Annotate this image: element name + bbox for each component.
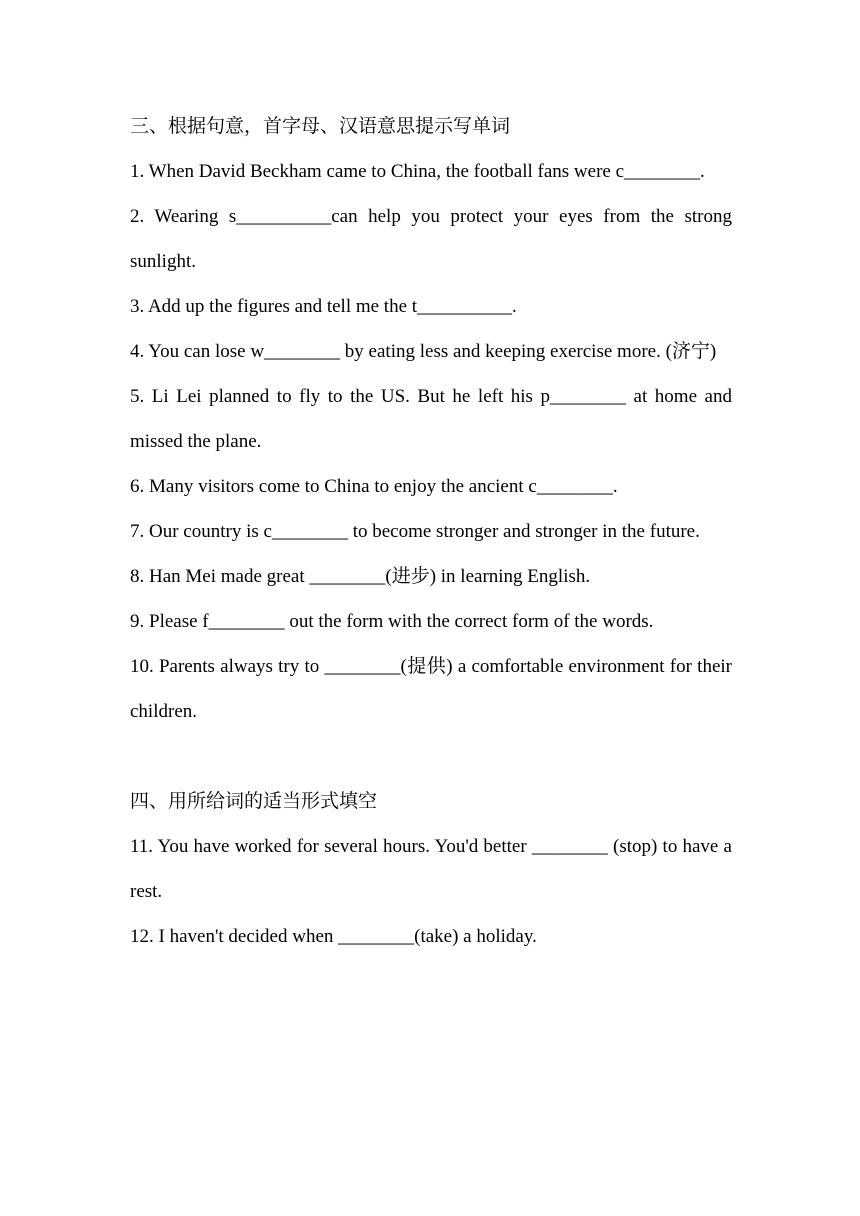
question-6: 6. Many visitors come to China to enjoy the ancient c________. xyxy=(130,476,618,497)
question-5: 5. Li Lei planned to fly to the US. But he left his p________ at home and missed the plane. xyxy=(130,386,732,452)
question-9: 9. Please f________ out the form with the correct form of the words. xyxy=(130,611,654,632)
worksheet-page xyxy=(130,104,732,959)
section-vocabulary xyxy=(130,104,732,734)
question-4: 4. You can lose w________ by eating less and keeping exercise more. (济宁) xyxy=(130,341,717,362)
section-spacer xyxy=(130,734,732,779)
section-heading: 四、用所给词的适当形式填空 xyxy=(130,791,378,812)
section-heading: 三、根据句意，首字母、汉语意思提示写单词 xyxy=(130,116,511,137)
question-1: 1. When David Beckham came to China, the football fans were c________. xyxy=(130,161,705,182)
section-word-forms xyxy=(130,779,732,959)
question-10: 10. Parents always try to ________(提供) a comfortable environment for their children. xyxy=(130,656,732,722)
question-7: 7. Our country is c________ to become stronger and stronger in the future. xyxy=(130,521,700,542)
question-3: 3. Add up the figures and tell me the t__________. xyxy=(130,296,517,317)
question-2: 2. Wearing s__________can help you protect your eyes from the strong sunlight. xyxy=(130,206,732,272)
question-12: 12. I haven't decided when ________(take) a holiday. xyxy=(130,926,537,947)
question-8: 8. Han Mei made great ________(进步) in learning English. xyxy=(130,566,591,587)
question-11: 11. You have worked for several hours. You'd better ________ (stop) to have a rest. xyxy=(130,836,732,902)
